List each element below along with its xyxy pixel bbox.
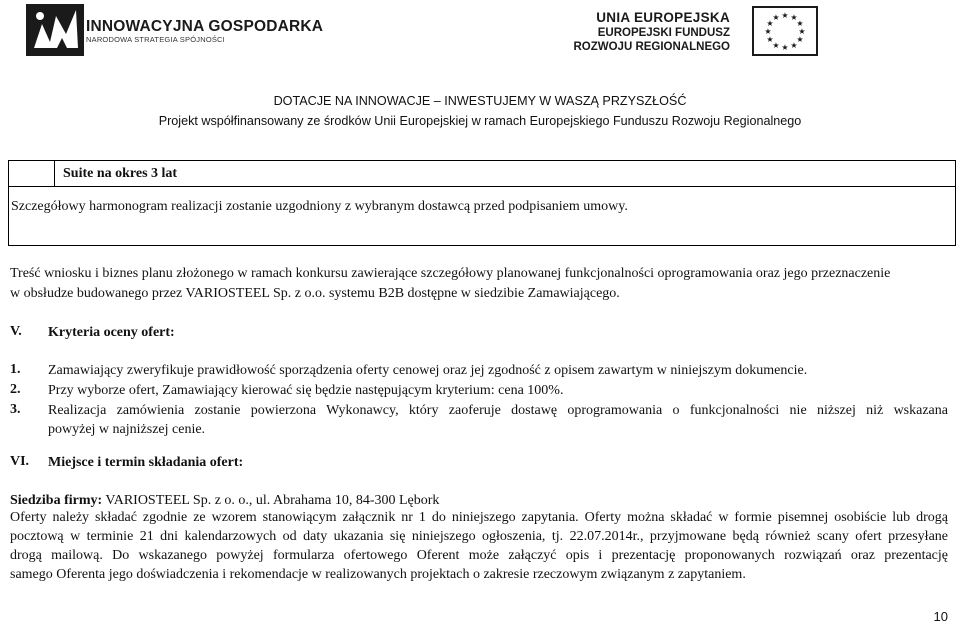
svg-text:★: ★ — [772, 41, 780, 50]
schedule-table — [8, 160, 956, 246]
svg-text:★: ★ — [766, 19, 774, 28]
innowacyjna-gospodarka-logo — [26, 4, 324, 56]
section-6-title: Miejsce i termin składania ofert: — [48, 455, 244, 470]
svg-text:★: ★ — [772, 13, 780, 22]
item-3-text-line-2: powyżej w najniższej cenie. — [48, 422, 206, 437]
paragraph-2-line-3: drogą mailową. Do wskazanego powyżej formularza ofertowego Oferent może załączyć opis i prezentację proponowanych rozwiązań oraz prezentację — [10, 548, 948, 563]
svg-text:★: ★ — [766, 35, 774, 44]
paragraph-2-line-1: Oferty należy składać zgodnie ze wzorem stanowiącym załącznik nr 1 do niniejszego zapytania. Oferty można składać w formie pisemnej osobiście lub drogą — [10, 510, 948, 525]
seat-label: Siedziba firmy: — [10, 493, 103, 508]
left-logo-subtitle: NARODOWA STRATEGIA SPÓJNOŚCI — [86, 35, 225, 44]
seat-value: VARIOSTEEL Sp. z o. o., ul. Abrahama 10, 84-300 Lębork — [102, 493, 440, 508]
svg-text:★: ★ — [790, 41, 798, 50]
table-row — [9, 161, 955, 187]
svg-text:★: ★ — [798, 27, 806, 36]
eu-logo-line1: UNIA EUROPEJSKA — [596, 10, 730, 25]
item-3-text-line-1: Realizacja zamówienia zostanie powierzona Wykonawcy, który zaoferuje dostawę oprogramowania o funkcjonalności nie niższej niż wskazana — [48, 403, 948, 418]
schedule-note: Szczegółowy harmonogram realizacji zostanie uzgodniony z wybranym dostawcą przed podpisaniem umowy. — [11, 199, 628, 214]
page-number: 10 — [933, 609, 948, 624]
item-1-number: 1. — [10, 362, 21, 377]
header-motto: DOTACJE NA INNOWACJE – INWESTUJEMY W WASZĄ PRZYSZŁOŚĆ — [273, 94, 687, 108]
svg-text:★: ★ — [796, 35, 804, 44]
innowacyjna-gospodarka-mark-icon — [26, 4, 84, 56]
table-indent-rule — [54, 161, 55, 186]
eu-logo — [573, 6, 838, 58]
eu-logo-line3: ROZWOJU REGIONALNEGO — [573, 41, 730, 53]
svg-text:★: ★ — [796, 19, 804, 28]
paragraph-1-line-1: Treść wniosku i biznes planu złożonego w ramach konkursu zawierające szczegółowy planowanej funkcjonalności oprogramowania oraz jego przeznaczenie — [10, 266, 891, 281]
paragraph-2-line-2: pocztową w terminie 21 dni kalendarzowych od daty ukazania się niniejszego ogłoszenia, tj. 22.07.2014r., przyjmowane będą również scany ofert przesyłane — [10, 529, 948, 544]
paragraph-1-line-2: w obsłudze budowanego przez VARIOSTEEL Sp. z o.o. systemu B2B dostępne w siedzibie Zamawiającego. — [10, 286, 620, 301]
section-5-title: Kryteria oceny ofert: — [48, 325, 175, 340]
item-2-number: 2. — [10, 382, 21, 397]
section-6-number: VI. — [10, 454, 30, 469]
suite-cell: Suite na okres 3 lat — [63, 166, 178, 181]
eu-flag-icon — [752, 6, 818, 56]
eu-logo-line2: EUROPEJSKI FUNDUSZ — [597, 27, 730, 39]
svg-text:★: ★ — [764, 27, 772, 36]
header-project-line: Projekt współfinansowany ze środków Unii Europejskiej w ramach Europejskiego Funduszu Rozwoju Regionalnego — [158, 114, 802, 128]
paragraph-2-line-4: samego Oferenta jego doświadczenia i rekomendacje w realizowanych projektach o zakresie rzeczowym związanym z zapytaniem. — [10, 567, 746, 582]
svg-text:★: ★ — [781, 43, 789, 52]
section-5-number: V. — [10, 324, 22, 339]
svg-text:★: ★ — [781, 11, 789, 20]
eu-logo-text — [573, 10, 730, 54]
item-2-text: Przy wyborze ofert, Zamawiający kierować się będzie następującym kryterium: cena 100%. — [48, 383, 564, 398]
left-logo-title: INNOWACYJNA GOSPODARKA — [86, 18, 324, 35]
item-3-number: 3. — [10, 402, 21, 417]
item-1-text: Zamawiający zweryfikuje prawidłowość sporządzenia oferty cenowej oraz jej zgodność z opisem zawartym w niniejszym dokumencie. — [48, 363, 808, 378]
svg-text:★: ★ — [790, 13, 798, 22]
